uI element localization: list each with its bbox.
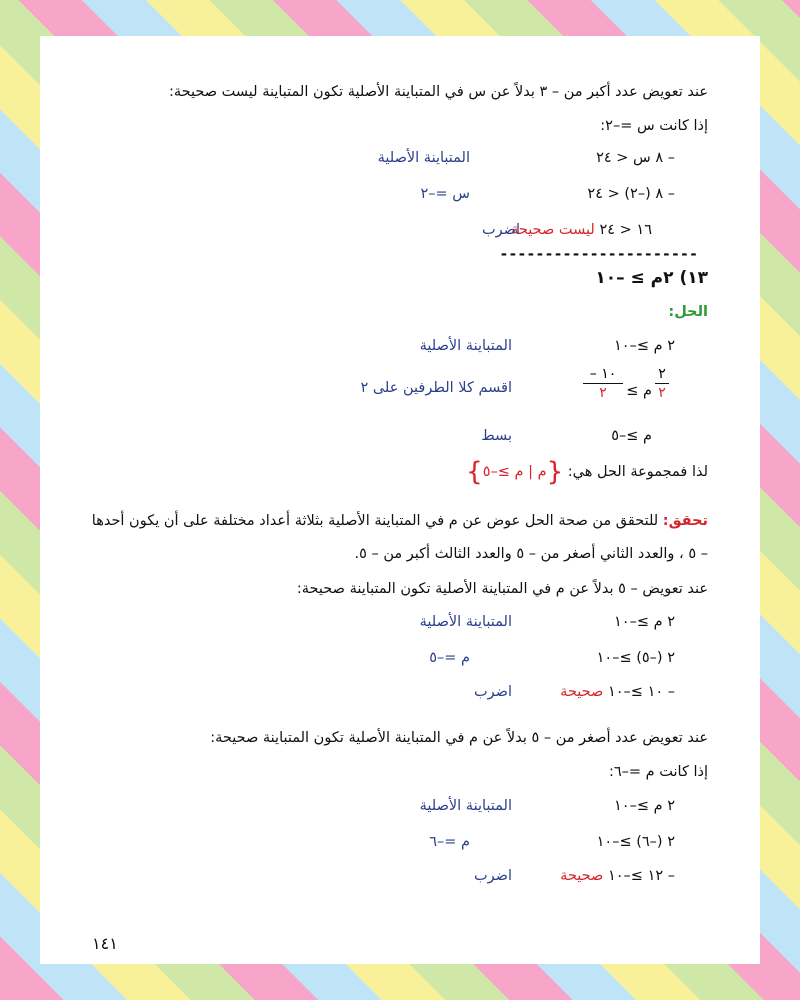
paragraph-minus5-substitution: عند تعويض – ٥ بدلاً عن م في المتباينة الأصلية تكون المتباينة صحيحة: (296, 581, 708, 597)
brace-close: } (466, 457, 483, 487)
fraction-right-denominator: ٢ (599, 385, 607, 401)
t3-expression (560, 684, 675, 700)
t1-note: المتباينة الأصلية (419, 614, 512, 630)
u2-note: م =–٦ (429, 834, 470, 850)
u3-note: اضرب (474, 868, 512, 884)
brace-open: { (546, 457, 564, 487)
row2-note: س =–٢ (420, 186, 470, 202)
t3-note: اضرب (474, 684, 512, 700)
row1-expression: – ٨ س < ٢٤ (596, 150, 675, 166)
step1-note: المتباينة الأصلية (419, 338, 512, 354)
t3-math: – ١٠ ≥–١٠ (607, 684, 675, 700)
fraction-right-bar (583, 383, 623, 384)
check-paragraph (92, 513, 708, 529)
solution-label: الحل: (668, 304, 708, 320)
check-text: للتحقق من صحة الحل عوض عن م في المتباينة الأصلية بثلاثة أعداد مختلفة على أن يكون أحدها (91, 513, 659, 529)
step2-middle: م ≥ (626, 383, 652, 399)
u3-expression (560, 868, 675, 884)
solution-set-line (466, 457, 708, 487)
row2-expression: – ٨ (–٢) < ٢٤ (587, 186, 675, 202)
row3-math: ١٦ < ٢٤ (599, 222, 652, 238)
fraction-left (655, 366, 669, 401)
t1-expression: ٢ م ≥–١٠ (614, 614, 675, 630)
page-sheet (40, 36, 760, 964)
u1-expression: ٢ م ≥–١٠ (614, 798, 675, 814)
solution-set-inner: م | م ≥–٥ (482, 464, 547, 480)
check-label: تحقق: (662, 513, 708, 529)
paragraph-smaller-substitution: عند تعويض عدد أصغر من – ٥ بدلاً عن م في المتباينة الأصلية تكون المتباينة صحيحة: (210, 730, 708, 746)
u2-expression: ٢ (–٦) ≥–١٠ (596, 834, 675, 850)
question-13 (595, 268, 708, 288)
step2-note: اقسم كلا الطرفين على ٢ (360, 380, 512, 396)
row3-expression (511, 222, 652, 238)
fraction-left-bar (655, 383, 669, 384)
paragraph-if-m: إذا كانت م =–٦: (608, 764, 708, 780)
step1-expression: ٢ م ≥–١٠ (614, 338, 675, 354)
step3-expression: م ≥–٥ (611, 428, 652, 444)
check-paragraph-2: – ٥ ، والعدد الثاني أصغر من – ٥ والعدد الثالث أكبر من – ٥. (354, 546, 708, 562)
t3-true-label: صحيحة (560, 684, 604, 700)
t2-expression: ٢ (–٥) ≥–١٠ (596, 650, 675, 666)
paragraph-greater-substitution: عند تعويض عدد أكبر من – ٣ بدلاً عن س في المتباينة الأصلية تكون المتباينة ليست صحيحة: (168, 84, 708, 100)
separator-dashes: ---------------------- (499, 245, 698, 263)
u1-note: المتباينة الأصلية (419, 798, 512, 814)
fraction-right-numerator: – ١٠ (589, 366, 617, 382)
fraction-right (583, 366, 623, 401)
question-expression: ٢م ≥ –١٠ (595, 268, 674, 288)
row3-note: اضرب (482, 222, 520, 238)
paragraph-if-x: إذا كانت س =–٢: (600, 118, 708, 134)
fraction-left-numerator: ٢ (658, 366, 666, 382)
solution-set-label: لذا فمجموعة الحل هي: (567, 464, 708, 480)
t2-note: م =–٥ (429, 650, 470, 666)
row3-false-label: ليست صحيحة (511, 222, 595, 238)
row1-note: المتباينة الأصلية (377, 150, 470, 166)
fraction-left-denominator: ٢ (658, 385, 666, 401)
u3-math: – ١٢ ≥–١٠ (607, 868, 675, 884)
u3-true-label: صحيحة (560, 868, 604, 884)
question-number: ١٣) (679, 268, 708, 288)
step3-note: بسط (481, 428, 512, 444)
page-number: ١٤١ (92, 934, 118, 953)
